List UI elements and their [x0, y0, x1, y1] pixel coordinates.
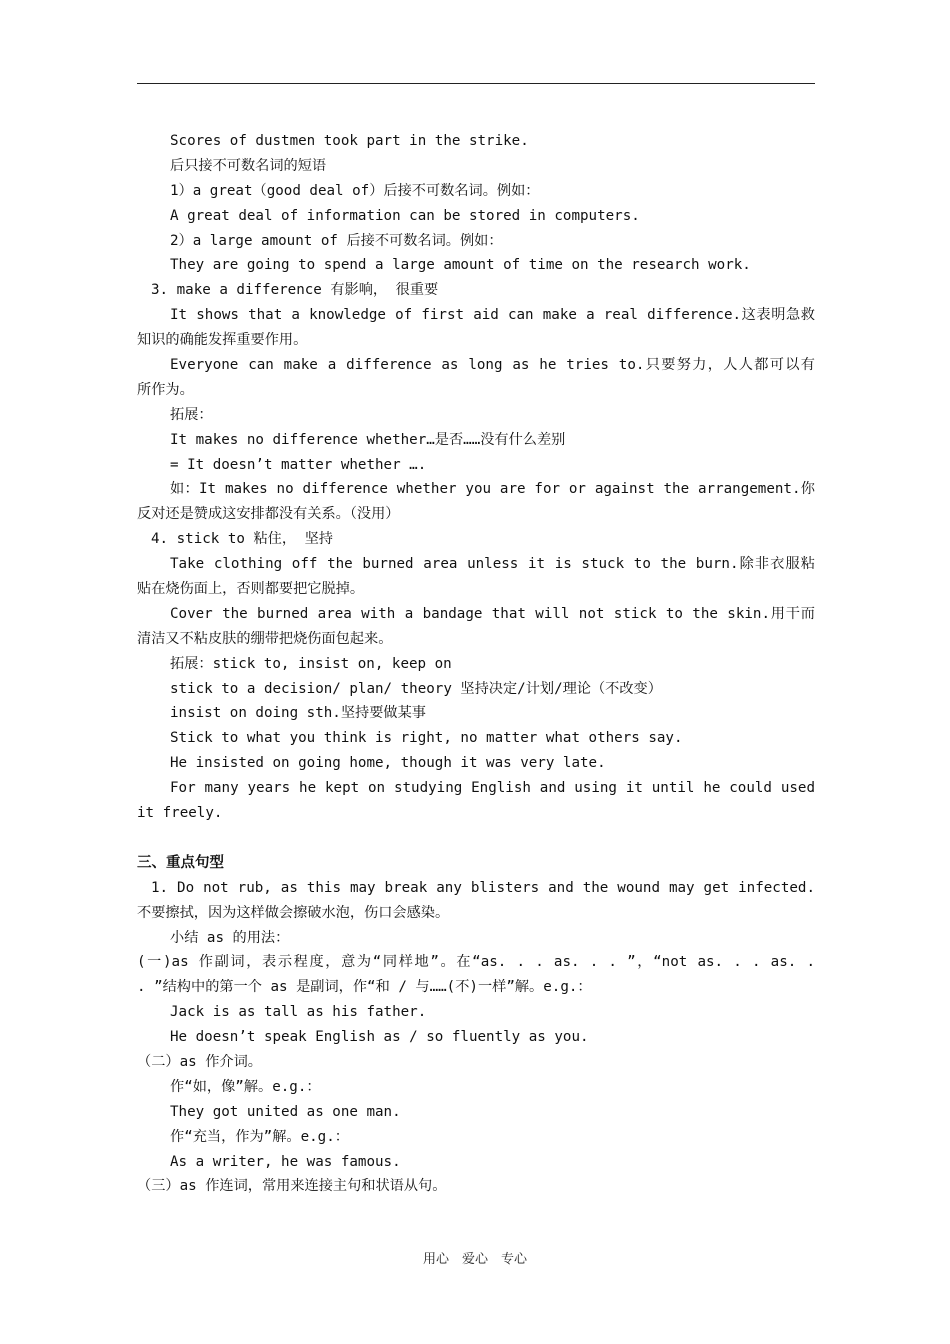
- document-body: [137, 129, 815, 1199]
- header-rule: [137, 83, 815, 84]
- text-line: stick to a decision/ plan/ theory 坚持决定/计划/理论（不改变）: [170, 680, 662, 697]
- text-line: He doesn’t speak English as / so fluently as you.: [170, 1029, 589, 1046]
- text-line: . ”结构中的第一个 as 是副词，作“和 / 与……(不)一样”解。e.g.：: [137, 979, 592, 996]
- text-line: (一)as 作副词，表示程度，意为“同样地”。在“as. . . as. . . ”，“not as. . . as. .: [137, 954, 815, 971]
- text-line: 1. Do not rub, as this may break any blisters and the wound may get infected.: [151, 879, 815, 896]
- text-line: 所作为。: [137, 381, 194, 398]
- text-line: 4. stick to 粘住， 坚持: [151, 531, 333, 548]
- text-line: insist on doing sth.坚持要做某事: [170, 705, 426, 722]
- text-line: Take clothing off the burned area unless it is stuck to the burn.除非衣服粘: [170, 556, 815, 573]
- text-line: Jack is as tall as his father.: [170, 1004, 427, 1021]
- text-line: 3. make a difference 有影响， 很重要: [151, 282, 439, 299]
- text-line: A great deal of information can be stored in computers.: [170, 207, 640, 224]
- text-line: 贴在烧伤面上，否则都要把它脱掉。: [137, 581, 365, 598]
- text-line: 清洁又不粘皮肤的绷带把烧伤面包起来。: [137, 630, 393, 647]
- text-line: 反对还是赞成这安排都没有关系。（没用）: [137, 506, 400, 523]
- text-line: 不要擦拭，因为这样做会擦破水泡，伤口会感染。: [137, 904, 450, 921]
- text-line: Scores of dustmen took part in the strike.: [170, 133, 529, 149]
- text-line: They are going to spend a large amount of time on the research work.: [170, 257, 751, 274]
- text-line: Cover the burned area with a bandage that will not stick to the skin.用干而: [170, 605, 815, 622]
- text-line: Stick to what you think is right, no matter what others say.: [170, 730, 683, 747]
- text-line: = It doesn’t matter whether ….: [170, 456, 427, 473]
- text-line: It makes no difference whether…是否……没有什么差别: [170, 431, 566, 448]
- text-line: 2）a large amount of 后接不可数名词。例如：: [170, 232, 503, 249]
- text-line: 知识的确能发挥重要作用。: [137, 332, 308, 349]
- text-line: Everyone can make a difference as long as he tries to.只要努力，人人都可以有: [170, 357, 815, 374]
- text-line: （三）as 作连词，常用来连接主句和状语从句。: [137, 1178, 447, 1195]
- text-line: As a writer, he was famous.: [170, 1153, 401, 1170]
- text-line: （二）as 作介词。: [137, 1053, 262, 1070]
- text-line: It shows that a knowledge of first aid can make a real difference.这表明急救: [170, 307, 815, 324]
- text-line: For many years he kept on studying English and using it until he could used: [170, 780, 815, 797]
- text-line: 拓展：stick to, insist on, keep on: [170, 655, 452, 672]
- blank-line: [137, 826, 815, 851]
- text-line: 作“如，像”解。e.g.：: [170, 1078, 321, 1095]
- text-line: 小结 as 的用法：: [170, 929, 290, 946]
- text-line: They got united as one man.: [170, 1103, 401, 1120]
- page-footer: 用心 爱心 专心: [422, 1252, 527, 1267]
- section-heading: 三、重点句型: [137, 854, 224, 871]
- text-line: 作“充当，作为”解。e.g.：: [170, 1128, 349, 1145]
- text-line: He insisted on going home, though it was very late.: [170, 755, 606, 772]
- text-line: 后只接不可数名词的短语: [170, 157, 327, 174]
- text-line: 如：It makes no difference whether you are for or against the arrangement.你: [170, 481, 815, 498]
- text-line: 1）a great（good deal of）后接不可数名词。例如：: [170, 182, 540, 199]
- text-line: it freely.: [137, 805, 223, 822]
- text-line: 拓展：: [170, 406, 213, 423]
